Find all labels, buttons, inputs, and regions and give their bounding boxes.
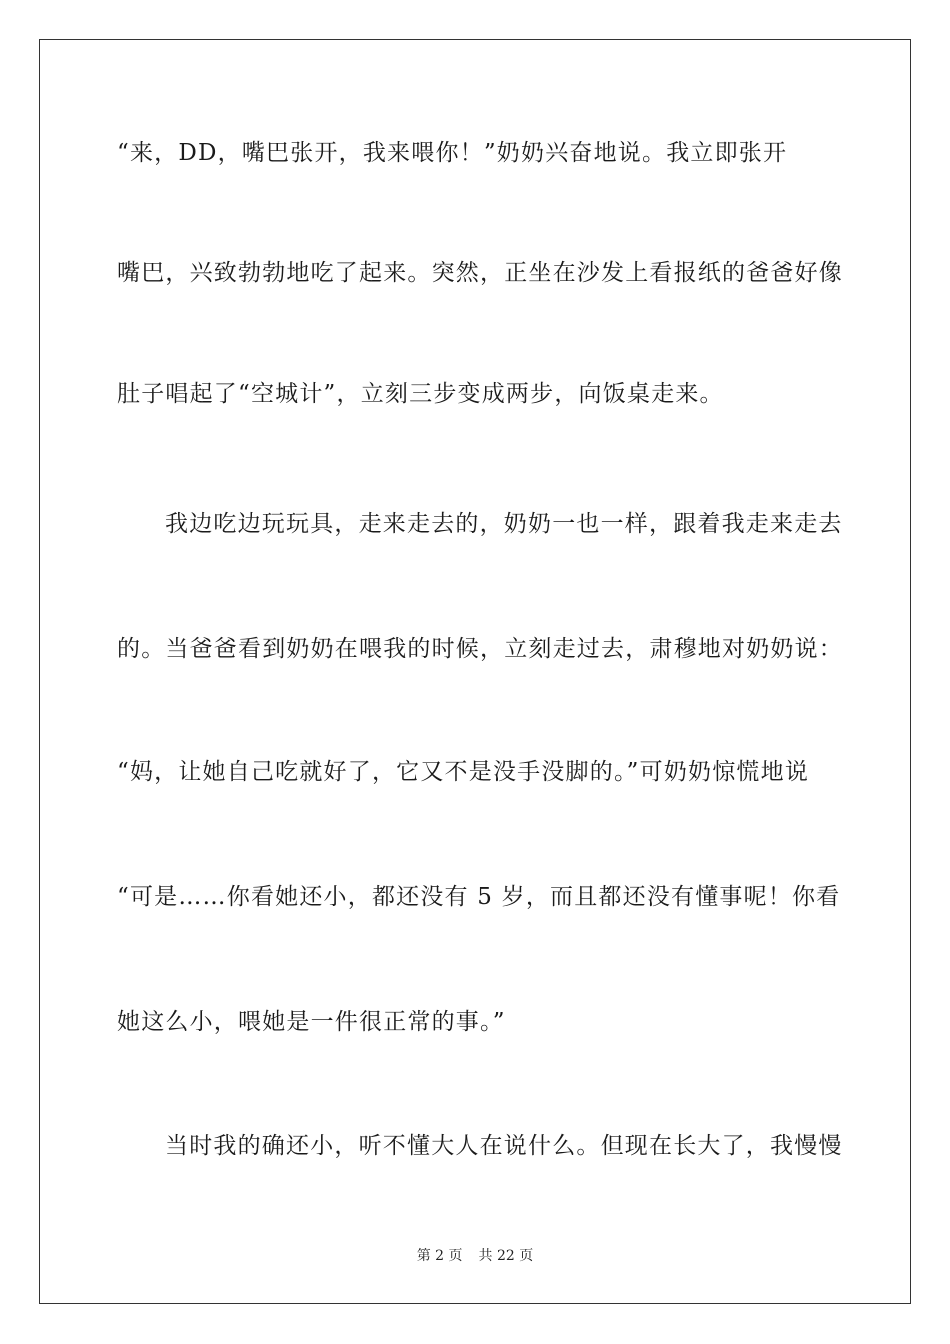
text-line-5: 的。当爸爸看到奶奶在喂我的时候，立刻走过去，肃穆地对奶奶说： [117, 636, 843, 662]
page-border [39, 39, 911, 1304]
text-line-9: 当时我的确还小，听不懂大人在说什么。但现在长大了，我慢慢 [165, 1133, 843, 1159]
text-line-6: “妈，让她自己吃就好了，它又不是没手没脚的。”可奶奶惊慌地说 [117, 759, 810, 785]
page-total: 共 22 页 [478, 1248, 534, 1264]
text-line-7: “可是……你看她还小，都还没有 5 岁，而且都还没有懂事呢！你看 [117, 884, 841, 910]
text-line-3: 肚子唱起了“空城计”，立刻三步变成两步，向饭桌走来。 [117, 381, 724, 407]
page-number: 第 2 页 [416, 1248, 463, 1264]
page-footer [0, 1247, 950, 1265]
text-line-8: 她这么小，喂她是一件很正常的事。” [117, 1009, 506, 1035]
text-line-1: “来，DD，嘴巴张开，我来喂你！”奶奶兴奋地说。我立即张开 [117, 140, 788, 166]
text-line-2: 嘴巴，兴致勃勃地吃了起来。突然，正坐在沙发上看报纸的爸爸好像 [117, 260, 843, 286]
text-line-4: 我边吃边玩玩具，走来走去的，奶奶一也一样，跟着我走来走去 [165, 511, 843, 537]
